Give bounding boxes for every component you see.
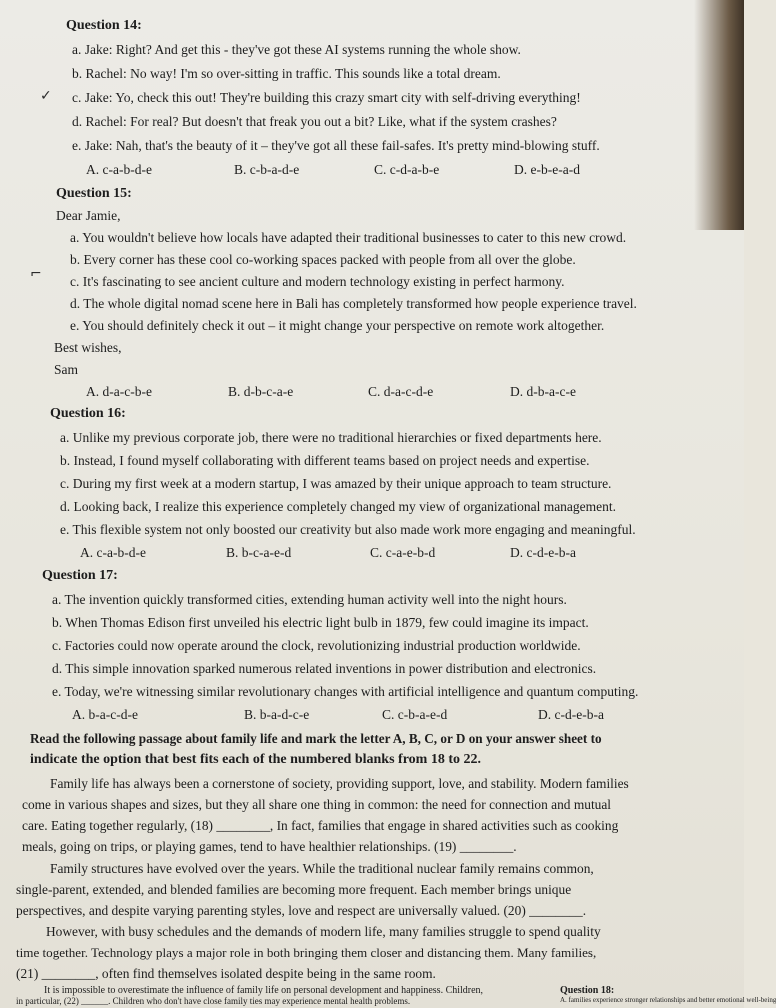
q16-line-c: c. During my first week at a modern startup, I was amazed by their unique approach to team structure.	[60, 476, 612, 491]
passage-line: Family life has always been a cornerstone of society, providing support, love, and stability. Modern families	[50, 776, 629, 791]
q18-title: Question 18:	[560, 985, 615, 996]
q15-option-d[interactable]: D. d-b-a-c-e	[510, 384, 576, 399]
passage-line: (21) ________, often find themselves isolated despite being in the same room.	[16, 966, 436, 981]
passage-line: come in various shapes and sizes, but they all share one thing in common: the need for connection and mutual	[22, 797, 612, 812]
passage-line: perspectives, and despite varying parenting styles, love and respect are universally valued. (20) ________.	[16, 903, 587, 918]
q16-option-c[interactable]: C. c-a-e-b-d	[370, 545, 436, 560]
handwritten-check-mark: ✓	[40, 88, 52, 104]
q17-option-d[interactable]: D. c-d-e-b-a	[538, 707, 604, 722]
q14-option-d[interactable]: D. e-b-e-a-d	[514, 162, 580, 177]
q15-line-c: c. It's fascinating to see ancient culture and modern technology existing in perfect harmony.	[70, 274, 565, 289]
q16-option-d[interactable]: D. c-d-e-b-a	[510, 545, 576, 560]
q15-greeting: Dear Jamie,	[56, 208, 121, 223]
q16-line-b: b. Instead, I found myself collaborating with different teams based on project needs and expertise.	[60, 453, 590, 468]
q17-line-b: b. When Thomas Edison first unveiled his electric light bulb in 1879, few could imagine its impact.	[52, 615, 589, 630]
q14-line-d: d. Rachel: For real? But doesn't that freak you out a bit? Like, what if the system crashes?	[72, 114, 557, 129]
q16-line-a: a. Unlike my previous corporate job, there were no traditional hierarchies or fixed departments here.	[60, 430, 602, 445]
passage-line: However, with busy schedules and the demands of modern life, many families struggle to spend quality	[46, 924, 601, 939]
instruction-line-2: indicate the option that best fits each of the numbered blanks from 18 to 22.	[30, 752, 481, 767]
passage-line: care. Eating together regularly, (18) ________, In fact, families that engage in shared activities such as cooking	[22, 818, 619, 833]
q18-option-a[interactable]: A. families experience stronger relationships and better emotional well-being	[560, 996, 776, 1004]
q15-signature: Sam	[54, 362, 79, 377]
q15-option-c[interactable]: C. d-a-c-d-e	[368, 384, 434, 399]
passage-line: time together. Technology plays a major role in both bringing them closer and distancing them. Many families,	[16, 945, 597, 960]
q14-line-b: b. Rachel: No way! I'm so over-sitting in traffic. This sounds like a total dream.	[72, 66, 501, 81]
q16-option-a[interactable]: A. c-a-b-d-e	[80, 545, 146, 560]
page-edge-shadow	[694, 0, 744, 230]
q14-line-c: c. Jake: Yo, check this out! They're building this crazy smart city with self-driving everything!	[72, 90, 581, 105]
q14-option-b[interactable]: B. c-b-a-d-e	[234, 162, 300, 177]
q17-title: Question 17:	[42, 568, 118, 583]
q14-line-e: e. Jake: Nah, that's the beauty of it – they've got all these fail-safes. It's pretty mind-blowing stuff.	[72, 138, 600, 153]
passage-line: Family structures have evolved over the years. While the traditional nuclear family remains common,	[50, 861, 594, 876]
passage-line: single-parent, extended, and blended families are becoming more frequent. Each member brings unique	[16, 882, 572, 897]
instruction-line-1: Read the following passage about family life and mark the letter A, B, C, or D on your answer sheet to	[30, 731, 602, 746]
q15-line-d: d. The whole digital nomad scene here in Bali has completely transformed how people experience travel.	[70, 296, 637, 311]
q17-line-d: d. This simple innovation sparked numerous related inventions in power distribution and electronics.	[52, 661, 597, 676]
q15-line-a: a. You wouldn't believe how locals have adapted their traditional businesses to cater to this new crowd.	[70, 230, 627, 245]
q17-line-e: e. Today, we're witnessing similar revolutionary changes with artificial intelligence and quantum computing.	[52, 684, 639, 699]
q14-title: Question 14:	[66, 18, 142, 33]
q14-option-c[interactable]: C. c-d-a-b-e	[374, 162, 440, 177]
q17-option-c[interactable]: C. c-b-a-e-d	[382, 707, 448, 722]
q14-line-a: a. Jake: Right? And get this - they've got these AI systems running the whole show.	[72, 42, 521, 57]
q15-title: Question 15:	[56, 186, 132, 201]
q16-line-e: e. This flexible system not only boosted our creativity but also made work more engaging and meaningful.	[60, 522, 636, 537]
passage-line: It is impossible to overestimate the influence of family life on personal development and happiness. Children,	[44, 985, 484, 996]
q16-option-b[interactable]: B. b-c-a-e-d	[226, 545, 292, 560]
q15-option-b[interactable]: B. d-b-c-a-e	[228, 384, 294, 399]
passage-line: in particular, (22) ______. Children who don't have close family ties may experience mental health problems.	[16, 996, 411, 1006]
handwritten-bracket-mark: ⌐	[30, 266, 42, 282]
q17-line-a: a. The invention quickly transformed cities, extending human activity well into the night hours.	[52, 592, 567, 607]
q15-option-a[interactable]: A. d-a-c-b-e	[86, 384, 152, 399]
q15-line-b: b. Every corner has these cool co-working spaces packed with people from all over the globe.	[70, 252, 576, 267]
q17-option-a[interactable]: A. b-a-c-d-e	[72, 707, 138, 722]
passage-line: meals, going on trips, or playing games, tend to have healthier relationships. (19) ________.	[22, 839, 517, 854]
q14-option-a[interactable]: A. c-a-b-d-e	[86, 162, 152, 177]
q17-line-c: c. Factories could now operate around the clock, revolutionizing industrial production worldwide.	[52, 638, 581, 653]
q17-option-b[interactable]: B. b-a-d-c-e	[244, 707, 310, 722]
q16-title: Question 16:	[50, 406, 126, 421]
q16-line-d: d. Looking back, I realize this experience completely changed my view of organizational management.	[60, 499, 617, 514]
q15-closing: Best wishes,	[54, 340, 122, 355]
q15-line-e: e. You should definitely check it out – it might change your perspective on remote work altogether.	[70, 318, 605, 333]
